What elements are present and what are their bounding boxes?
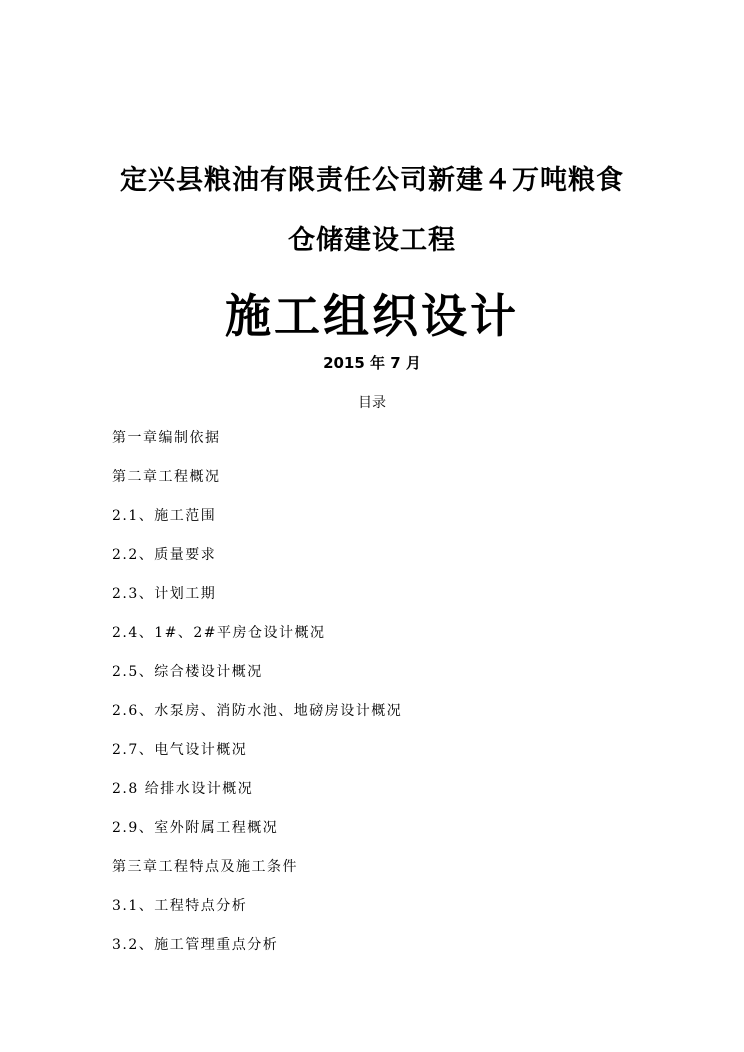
title-line-1: 定兴县粮油有限责任公司新建４万吨粮食 bbox=[120, 165, 624, 196]
toc-item-3-2: 3.2、施工管理重点分析 bbox=[112, 937, 279, 953]
toc-item-2-9: 2.9、室外附属工程概况 bbox=[112, 820, 279, 836]
toc-item-2-3: 2.3、计划工期 bbox=[112, 586, 217, 602]
table-of-contents bbox=[112, 428, 672, 974]
toc-item-2-1: 2.1、施工范围 bbox=[112, 508, 217, 524]
toc-item-2-5: 2.5、综合楼设计概况 bbox=[112, 664, 263, 680]
toc-item-ch1: 第一章编制依据 bbox=[112, 430, 221, 446]
toc-item-ch3: 第三章工程特点及施工条件 bbox=[112, 859, 298, 875]
main-title: 施工组织设计 bbox=[225, 289, 519, 343]
toc-heading: 目录 bbox=[358, 395, 386, 411]
toc-item-2-4: 2.4、1#、2#平房仓设计概况 bbox=[112, 625, 326, 641]
toc-item-2-2: 2.2、质量要求 bbox=[112, 547, 217, 563]
document-date: 2015 年 7 月 bbox=[323, 354, 421, 372]
toc-item-ch2: 第二章工程概况 bbox=[112, 469, 221, 485]
toc-item-2-7: 2.7、电气设计概况 bbox=[112, 742, 248, 758]
toc-item-3-1: 3.1、工程特点分析 bbox=[112, 898, 248, 914]
toc-item-2-6: 2.6、水泵房、消防水池、地磅房设计概况 bbox=[112, 703, 403, 719]
toc-item-2-8: 2.8 给排水设计概况 bbox=[112, 781, 254, 797]
title-line-2: 仓储建设工程 bbox=[288, 225, 456, 256]
